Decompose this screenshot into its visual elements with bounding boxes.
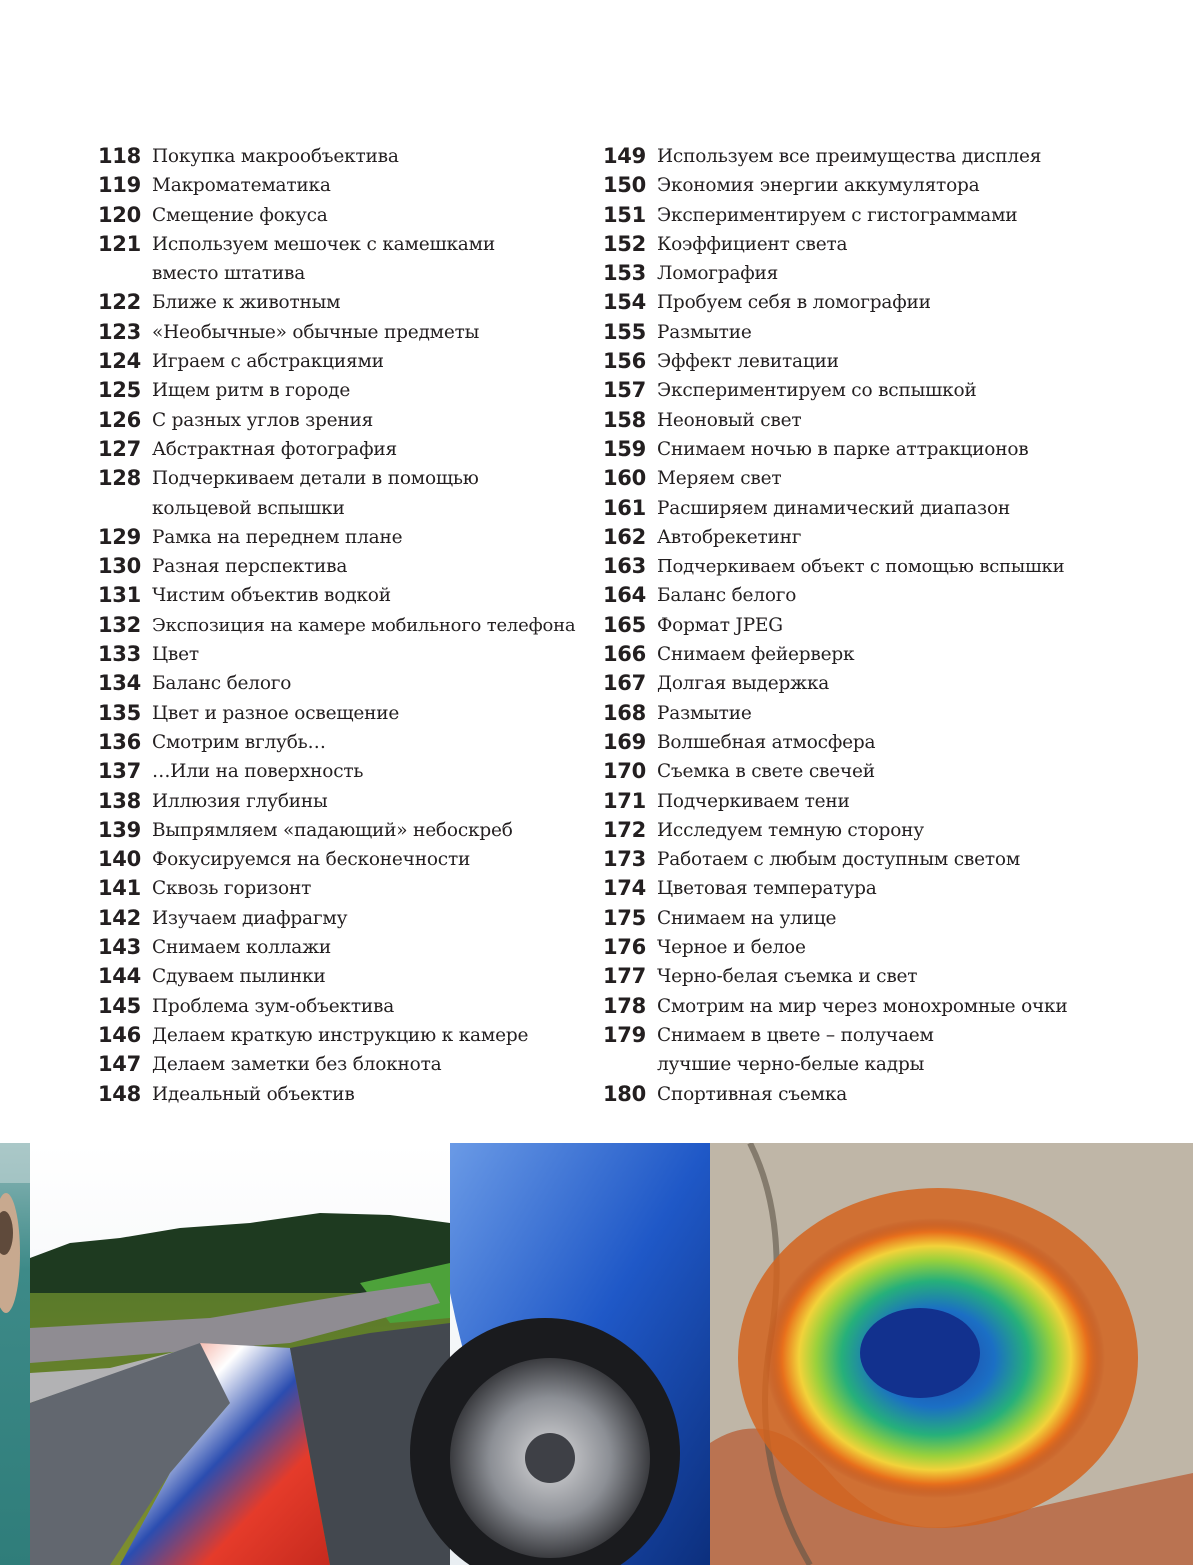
entry-title: Исследуем темную сторону — [657, 819, 924, 841]
toc-entry[interactable] — [603, 201, 1073, 230]
entry-title: Черное и белое — [657, 937, 806, 959]
toc-entry[interactable] — [98, 904, 578, 933]
toc-entry[interactable] — [98, 171, 578, 200]
page-number: 127 — [98, 436, 141, 461]
toc-entry[interactable] — [603, 171, 1073, 200]
toc-entry[interactable] — [603, 874, 1073, 903]
page-number: 155 — [603, 319, 646, 344]
entry-title: Черно-белая съемка и свет — [657, 966, 918, 988]
toc-entry[interactable] — [98, 962, 578, 991]
entry-title: Автобрекетинг — [657, 526, 802, 548]
entry-title: Сквозь горизонт — [152, 878, 312, 900]
toc-column-right — [603, 142, 1073, 1109]
page-number: 179 — [603, 1022, 646, 1047]
page-number: 157 — [603, 378, 646, 403]
entry-title: Пробуем себя в ломографии — [657, 292, 931, 314]
toc-entry[interactable] — [603, 376, 1073, 405]
page-number: 139 — [98, 817, 141, 842]
page-number: 149 — [603, 144, 646, 168]
page-number: 159 — [603, 436, 646, 461]
page-number: 148 — [98, 1081, 141, 1106]
page-number: 141 — [98, 876, 141, 901]
toc-entry[interactable] — [603, 464, 1073, 493]
entry-title: Снимаем коллажи — [152, 937, 332, 959]
page-number: 163 — [603, 554, 646, 579]
toc-entry[interactable] — [603, 142, 1073, 171]
page-number: 130 — [98, 554, 141, 579]
page-number: 150 — [603, 173, 646, 198]
page-number: 169 — [603, 729, 646, 754]
entry-title: Выпрямляем «падающий» небоскреб — [152, 819, 513, 841]
toc-entry[interactable] — [98, 728, 578, 757]
toc-entry[interactable] — [603, 611, 1073, 640]
page-number: 129 — [98, 524, 141, 549]
toc-entry[interactable] — [98, 581, 578, 610]
page-number: 161 — [603, 495, 646, 520]
toc-entry[interactable] — [603, 904, 1073, 933]
page-number: 172 — [603, 817, 646, 842]
page-number: 156 — [603, 349, 646, 374]
entry-title: Цвет — [152, 644, 199, 666]
entry-title: Делаем краткую инструкцию к камере — [152, 1024, 529, 1046]
page-number: 167 — [603, 671, 646, 696]
toc-entry[interactable] — [603, 816, 1073, 845]
page-number: 171 — [603, 788, 646, 813]
page-number: 153 — [603, 261, 646, 286]
entry-title: Сдуваем пылинки — [152, 966, 326, 988]
toc-entry[interactable] — [98, 874, 578, 903]
toc-entry[interactable] — [603, 259, 1073, 288]
page-number: 173 — [603, 847, 646, 872]
page-number: 166 — [603, 642, 646, 667]
entry-title: Ближе к животным — [152, 292, 341, 314]
toc-entry[interactable] — [98, 142, 578, 171]
toc-entry[interactable] — [98, 1080, 578, 1109]
toc-entry[interactable] — [603, 435, 1073, 464]
entry-title: Ищем ритм в городе — [152, 380, 351, 402]
entry-title: Смещение фокуса — [152, 204, 328, 226]
entry-title: Иллюзия глубины — [152, 790, 328, 812]
race-track-car-wheel-photo — [30, 1143, 710, 1565]
page-number: 142 — [98, 905, 141, 930]
toc-entry[interactable] — [603, 523, 1073, 552]
page-number: 146 — [98, 1022, 141, 1047]
page-number: 140 — [98, 847, 141, 872]
toc-entry[interactable] — [603, 347, 1073, 376]
toc-entry[interactable] — [98, 757, 578, 786]
toc-entry[interactable] — [603, 757, 1073, 786]
toc-entry[interactable] — [603, 669, 1073, 698]
entry-title: Снимаем ночью в парке аттракционов — [657, 438, 1029, 460]
toc-entry[interactable] — [98, 230, 578, 289]
entry-title: Меряем свет — [657, 468, 782, 490]
page-number: 160 — [603, 466, 646, 491]
entry-title: Работаем с любым доступным светом — [657, 849, 1021, 871]
page-number: 138 — [98, 788, 141, 813]
page-number: 120 — [98, 202, 141, 227]
entry-title: Экспериментируем со вспышкой — [657, 380, 977, 402]
page-number: 132 — [98, 612, 141, 637]
page-number: 135 — [98, 700, 141, 725]
page-number: 122 — [98, 290, 141, 315]
toc-entry[interactable] — [98, 699, 578, 728]
entry-title: Цветовая температура — [657, 878, 877, 900]
entry-title: Играем с абстракциями — [152, 351, 384, 373]
entry-title: Баланс белого — [152, 673, 292, 695]
toc-entry[interactable] — [98, 464, 578, 523]
toc-entry[interactable] — [98, 523, 578, 552]
entry-title: Подчеркиваем объект с помощью вспышки — [657, 556, 1065, 578]
toc-entry[interactable] — [603, 494, 1073, 523]
entry-title: Размытие — [657, 321, 752, 343]
entry-title: Ломография — [657, 263, 779, 285]
toc-entry[interactable] — [603, 640, 1073, 669]
entry-title: Коэффициент света — [657, 233, 848, 255]
entry-title: Размытие — [657, 702, 752, 724]
photo-strip — [0, 1143, 1193, 1565]
page-number: 126 — [98, 407, 141, 432]
entry-title: Используем все преимущества дисплея — [657, 146, 1042, 167]
toc-entry[interactable] — [603, 787, 1073, 816]
page-number: 119 — [98, 173, 141, 198]
page-number: 168 — [603, 700, 646, 725]
toc-entry[interactable] — [98, 347, 578, 376]
toc-entry[interactable] — [603, 992, 1073, 1021]
page-number: 137 — [98, 759, 141, 784]
page-number: 151 — [603, 202, 646, 227]
toc-entry[interactable] — [98, 552, 578, 581]
entry-title: Чистим объектив водкой — [152, 585, 391, 607]
toc-entry[interactable] — [98, 1050, 578, 1079]
page-number: 133 — [98, 642, 141, 667]
entry-title: Цвет и разное освещение — [152, 702, 400, 724]
entry-title: Абстрактная фотография — [152, 438, 397, 460]
toc-entry[interactable] — [98, 406, 578, 435]
toc-entry[interactable] — [98, 1021, 578, 1050]
toc-entry[interactable] — [98, 845, 578, 874]
page-number: 136 — [98, 729, 141, 754]
toc-entry[interactable] — [603, 933, 1073, 962]
entry-title: Изучаем диафрагму — [152, 907, 348, 929]
toc-entry[interactable] — [98, 435, 578, 464]
entry-title: Формат JPEG — [657, 614, 783, 636]
page-number: 121 — [98, 231, 141, 256]
page-number: 154 — [603, 290, 646, 315]
entry-title: Экспериментируем с гистограммами — [657, 204, 1018, 226]
page-number: 147 — [98, 1052, 141, 1077]
entry-title: Смотрим вглубь… — [152, 731, 326, 753]
entry-title: Спортивная съемка — [657, 1083, 848, 1105]
entry-title: Снимаем на улице — [657, 907, 837, 929]
page-number: 134 — [98, 671, 141, 696]
page-number: 175 — [603, 905, 646, 930]
entry-title: Расширяем динамический диапазон — [657, 497, 1011, 519]
toc-entry[interactable] — [603, 552, 1073, 581]
entry-title: Покупка макрообъектива — [152, 146, 399, 167]
page-number: 162 — [603, 524, 646, 549]
toc-entry[interactable] — [603, 845, 1073, 874]
toc-entry[interactable] — [603, 318, 1073, 347]
entry-title: Делаем заметки без блокнота — [152, 1054, 442, 1076]
entry-title: Неоновый свет — [657, 409, 802, 431]
toc-entry[interactable] — [603, 1080, 1073, 1109]
page-number: 178 — [603, 993, 646, 1018]
page-number: 152 — [603, 231, 646, 256]
hot-spring-aerial-photo — [710, 1143, 1193, 1565]
entry-title: Используем мешочек с камешками вместо штатива — [152, 233, 495, 285]
toc-entry[interactable] — [603, 962, 1073, 991]
page-number: 177 — [603, 964, 646, 989]
entry-title: Проблема зум-объектива — [152, 995, 395, 1017]
page-number: 180 — [603, 1081, 646, 1106]
toc-entry[interactable] — [98, 787, 578, 816]
entry-title: Экспозиция на камере мобильного телефона — [152, 614, 576, 636]
toc-entry[interactable] — [98, 318, 578, 347]
entry-title: Снимаем фейерверк — [657, 644, 855, 666]
entry-title: С разных углов зрения — [152, 409, 374, 431]
toc-entry[interactable] — [98, 640, 578, 669]
page-number: 125 — [98, 378, 141, 403]
page-number: 176 — [603, 935, 646, 960]
entry-title: Фокусируемся на бесконечности — [152, 849, 471, 871]
toc-entry[interactable] — [98, 611, 578, 640]
entry-title: «Необычные» обычные предметы — [152, 321, 480, 343]
entry-title: Подчеркиваем тени — [657, 790, 850, 812]
toc-entry[interactable] — [603, 406, 1073, 435]
entry-title: Макроматематика — [152, 175, 331, 197]
swimmer-photo-edge — [0, 1143, 30, 1565]
entry-title: Идеальный объектив — [152, 1083, 355, 1105]
entry-title: Подчеркиваем детали в помощью кольцевой вспышки — [152, 468, 479, 519]
entry-title: Съемка в свете свечей — [657, 761, 875, 783]
entry-title: Смотрим на мир через монохромные очки — [657, 995, 1068, 1017]
toc-entry[interactable] — [603, 288, 1073, 317]
toc-entry[interactable] — [98, 288, 578, 317]
page-number: 131 — [98, 583, 141, 608]
toc-entry[interactable] — [603, 230, 1073, 259]
page-number: 128 — [98, 466, 141, 491]
page-number: 165 — [603, 612, 646, 637]
toc-entry[interactable] — [98, 669, 578, 698]
entry-title: Долгая выдержка — [657, 673, 830, 695]
toc-entry[interactable] — [603, 581, 1073, 610]
page-number: 158 — [603, 407, 646, 432]
entry-title: Разная перспектива — [152, 556, 348, 578]
toc-entry[interactable] — [98, 816, 578, 845]
toc-column-left — [98, 142, 578, 1109]
page-number: 164 — [603, 583, 646, 608]
toc-entry[interactable] — [98, 933, 578, 962]
toc-entry[interactable] — [98, 201, 578, 230]
page-number: 170 — [603, 759, 646, 784]
entry-title: …Или на поверхность — [152, 761, 364, 783]
page-number: 123 — [98, 319, 141, 344]
entry-title: Снимаем в цвете – получаем лучшие черно-белые кадры — [657, 1024, 934, 1076]
page-number: 124 — [98, 349, 141, 374]
page-number: 145 — [98, 993, 141, 1018]
page-number: 174 — [603, 876, 646, 901]
page-number: 144 — [98, 964, 141, 989]
entry-title: Баланс белого — [657, 585, 797, 607]
page-number: 118 — [98, 144, 141, 168]
toc-entry[interactable] — [98, 376, 578, 405]
entry-title: Эффект левитации — [657, 351, 839, 373]
page-number: 143 — [98, 935, 141, 960]
toc-entry[interactable] — [603, 728, 1073, 757]
toc-entry[interactable] — [98, 992, 578, 1021]
toc-entry[interactable] — [603, 699, 1073, 728]
entry-title: Рамка на переднем плане — [152, 526, 403, 548]
toc-entry[interactable] — [603, 1021, 1073, 1080]
entry-title: Экономия энергии аккумулятора — [657, 175, 980, 197]
entry-title: Волшебная атмосфера — [657, 731, 876, 753]
